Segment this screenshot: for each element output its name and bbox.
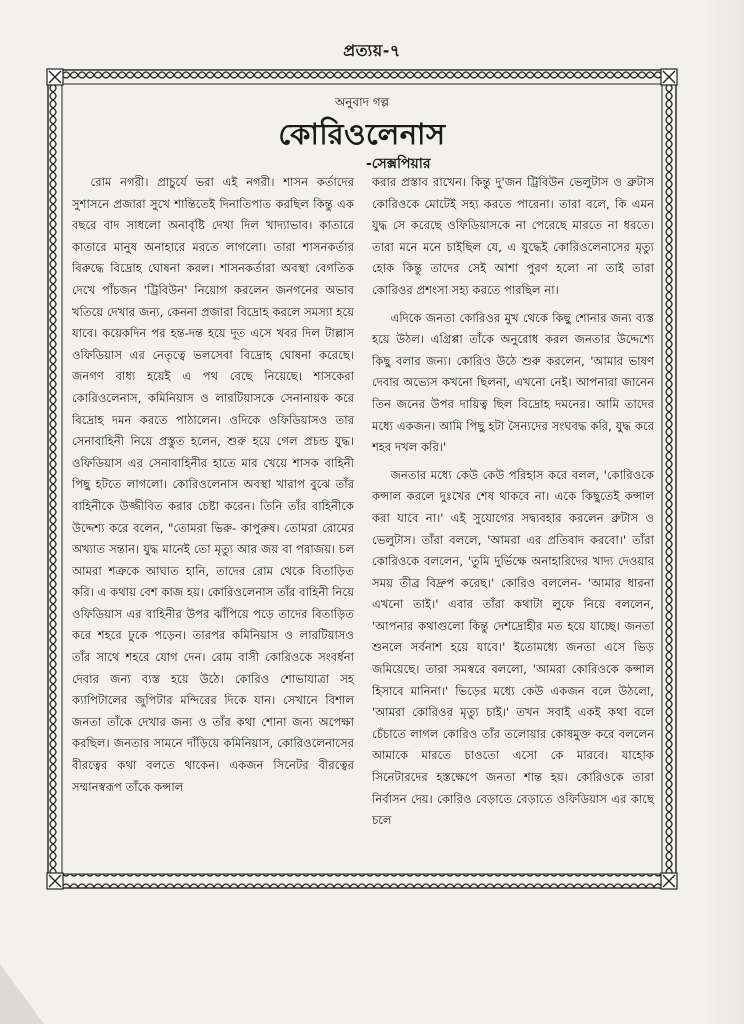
left-column [72,172,354,798]
paragraph: রোম নগরী। প্রাচুর্যে ভরা এই নগরী। শাসন কর্তাদের সুশাসনে প্রজারা সুখে শান্তিতেই দিনাতিপাত করছিল কিন্তু এক বছরে বাদ সাধলো অনাবৃষ্টি দেখা দিল খাদ্যাভাব। কাতারে কাতারে মানুষ অনাহারে মরতে লাগলো। তারা শাসনকর্তার বিরুদ্ধে বিদ্রোহ ঘোষনা করল। শাসনকর্তারা অবস্থা বেগতিক দেখে পাঁচজন 'ট্রিবিউন' নিয়োগ করলেন জনগনের অভাব খতিয়ে দেখার জন্য, কেননা প্রজারা বিদ্রোহ করলে সমস্যা হয়ে যাবে। কয়েকদিন পর হন্ত-দন্ত হয়ে দূত এসে খবর দিল টাল্লাস ওফিডিয়াস এর নেতৃত্বে ভলসেবা বিদ্রোহ ঘোষনা করেছে। জনগণ বাধ্য হয়েই এ পথ বেছে নিয়েছে। শাসকেরা কোরিওলেনাস, কমিনিয়াস ও লারটিয়াসকে সেনানায়ক করে বিদ্রোহ দমন করতে পাঠালেন। ওদিকে ওফিডিয়াসও তার সেনাবাহিনী নিয়ে প্রস্তুত হলেন, শুরু হয়ে গেল প্রচন্ড যুদ্ধ। ওফিডিয়াস এর সেনাবাহিনীর হাতে মার খেয়ে শাসক বাহিনী পিছু হটতে লাগলো। কোরিওলেনাস অবস্থা খারাপ বুঝে তাঁর বাহিনীকে উজ্জীবিত করার চেষ্টা করেন। তিনি তাঁর বাহিনীকে উদ্দেশ্য করে বলেন, "তোমরা ভিরু- কাপুরুষ। তোমরা রোমের অখ্যাত সন্তান। যুদ্ধ মানেই তো মৃত্যু আর জয় বা পরাজয়। চল আমরা শত্রুকে আঘাত হানি, তাদের রোম থেকে বিতাড়িত করি। এ কথায় বেশ কাজ হয়। কোরিওলেনাস তাঁর বাহিনী নিয়ে ওফিডিয়াস এর বাহিনীর উপর ঝাঁপিয়ে পড়ে তাদের বিতাড়িত করে শহরে ঢুকে পড়েন। তারপর কমিনিয়াস ও লারটিয়াসও তাঁর সাথে শহরে যোগ দেন। রোম বাসী কোরিওকে সংবর্ধনা দেবার জন্য ব্যস্ত হয়ে উঠে। কোরিও শোভাযাত্রা সহ ক্যাপিটালের জুপিটার মন্দিরের দিকে যান। সেখানে বিশাল জনতা তাঁকে দেখার জন্য ও তাঁর কথা শোনা জন্য অপেক্ষা করছিল। জনতার সামনে দাঁড়িয়ে কমিনিয়াস, কোরিওলেনাসের বীরত্বের কথা বলতে থাকেন। একজন সিনেটর বীরত্বের সম্মানস্বরূপ তাঁকে কন্সাল [72,175,354,794]
paragraph: করার প্রস্তাব রাখেন। কিন্তু দু'জন ট্রিবিউন ভেলুটাস ও ব্রুটাস কোরিওকে মোটেই সহ্য করতে পারেনা। তারা বলে, কি এমন যুদ্ধ সে করেছে ওফিডিয়াসকে না পেরেছে মারতে না ধরতে। তারা মনে মনে চাইছিল যে, এ যুদ্ধেই কোরিওলেনাসের মৃত্যু হোক কিন্তু তাদের সেই আশা পুরণ হলো না তাই তারা কোরিওর প্রশংসা সহ্য করতে পারছিল না। [372,175,654,297]
article-category: অনুবাদ গল্প [334,95,390,109]
article-title: কোরিওলেনাস [278,117,446,151]
article-author: -সেক্সপিয়ার [366,156,431,172]
paragraph: জনতার মধ্যে কেউ কেউ পরিহাস করে বলল, 'কোরিওকে কন্সাল করলে দুঃখের শেষ থাকবে না। একে কিছুতেই কন্সাল করা যাবে না।' এই সুযোগের সদ্ব্যবহার করলেন ব্রুটাস ও ভেলুটাস। তাঁরা বললে, 'আমরা এর প্রতিবাদ করবো।' তাঁরা কোরিওকে বললেন, 'তুমি দুর্ভিক্ষে অনাহারিদের খাদ্য দেওয়ার সময় তীব্র বিদ্রুপ করেছ।' কোরিও বললেন- 'আমার ধারনা এখনো তাই।' এবার তাঁরা কথাটা লুফে নিয়ে বললেন, 'আপনার কথাগুলো কিন্তু দেশদ্রোহীর মত হয়ে যাচ্ছে। জনতা শুনলে সর্বনাশ হয়ে যাবে।' ইতোমধ্যে জনতা এসে ভিড় জমিয়েছে। তারা সমস্বরে বললো, 'আমরা কোরিওকে কন্সাল হিসাবে মানিনা।' ভিড়ের মধ্যে কেউ একজন বলে উঠলো, 'আমরা কোরিওর মৃত্যু চাই।' তখন সবাই একই কথা বলে চেঁচাতে লাগল কোরিও তাঁর তলোয়ার কোষমুক্ত করে বললেন আমাকে মারতে চাওতো এসো কে মারবে। যাহোক সিনেটারদের হস্তক্ষেপে জনতা শান্ত হয়। কোরিওকে তারা নির্বাসন দেয়। কোরিও বেড়াতে বেড়াতে ওফিডিয়াস এর কাছে চলে [372,467,654,828]
folded-corner [0,964,44,1024]
article-frame [46,68,678,890]
paragraph: এদিকে জনতা কোরিওর মুখ থেকে কিছু শোনার জন্য ব্যস্ত হয়ে উঠল। এগ্রিপ্পা তাঁকে অনুরোধ করল জনতার উদ্দেশ্যে কিছু বলার জন্য। কোরিও উঠে শুরু করলেন, 'আমার ভাষণ দেবার অভ্যেস কখনো ছিলনা, এখনো নেই। আপনারা জানেন তিন জনের উপর দায়িত্ব ছিল বিদ্রোহ দমনের। আমি তাদের মধ্যে একজন। আমি পিছু হটা সৈন্যদের সংঘবদ্ধ করি, যুদ্ধ করে শহর দখল করি।' [372,310,654,455]
right-column [372,172,654,832]
page-edge-shadow [704,0,744,1024]
page-number: প্রত্যয়-৭ [343,41,401,60]
